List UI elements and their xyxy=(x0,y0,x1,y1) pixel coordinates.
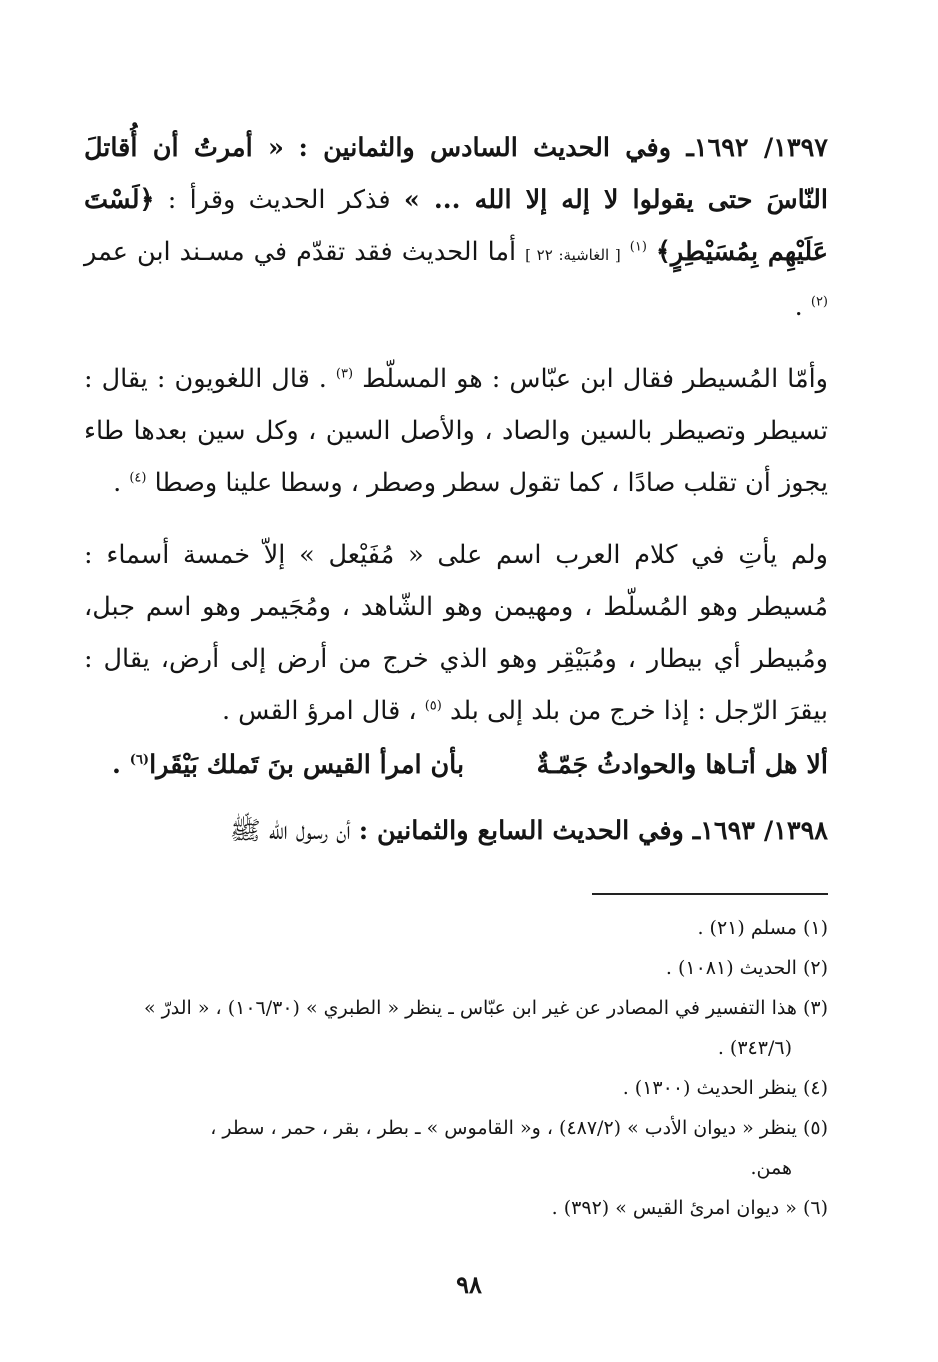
footnote-marker: (١) xyxy=(629,239,647,255)
footnote-number: (٤) xyxy=(802,1077,828,1099)
footnote-marker: (٥) xyxy=(424,698,442,714)
hadith-quote: « أمرتُ أن أُقاتلَ النّاسَ حتى يقولوا لا إله إلا الله ... » xyxy=(84,133,828,215)
body-text: وأمّا المُسيطر فقال ابن عبّاس : هو المسلّط xyxy=(362,364,828,394)
hadith-1397-paragraph xyxy=(84,122,828,333)
hadith-intro: ـ وفي الحديث السابع والثمانين : xyxy=(358,816,701,846)
hadith-intro: ـ وفي الحديث السادس والثمانين : xyxy=(298,133,694,163)
quran-reference: [ الغاشية: ٢٢ ] xyxy=(525,246,621,264)
body-text: فذكر الحديث وقرأ : xyxy=(167,185,391,215)
footnote-2 xyxy=(84,948,828,988)
body-text: أن رسول الله ﷺ xyxy=(229,816,351,846)
footnote-3 xyxy=(84,988,828,1068)
footnote-number: (٥) xyxy=(802,1117,828,1139)
footnote-text: هذا التفسير في المصادر عن غير ابن عبّاس ـ ينظر « الطبري » (١٠٦/٣٠) ، « الدرّ » xyxy=(143,997,797,1019)
footnote-6 xyxy=(84,1188,828,1228)
poem-verse xyxy=(84,739,828,791)
mufayil-paragraph xyxy=(84,529,828,737)
poem-hemistich-1: ألا هل أتـاها والحوادثُ جَمّـةٌ xyxy=(536,750,828,780)
footnote-marker: (٣) xyxy=(335,366,354,382)
main-text xyxy=(84,122,828,857)
body-text: أما الحديث فقد تقدّم في مسـند ابن عمر xyxy=(84,237,517,267)
footnote-number: (٣) xyxy=(802,997,828,1019)
footnote-marker: (٦) xyxy=(129,752,150,768)
footnote-text: الحديث (١٠٨١) . xyxy=(665,957,797,979)
hadith-number: ١٣٩٧/ ١٦٩٢ xyxy=(693,133,829,163)
footnote-number: (١) xyxy=(802,917,828,939)
quran-verse: ﴿لَسْتَ عَلَيْهِم بِمُسَيْطِرٍ﴾ xyxy=(84,185,828,267)
footnotes xyxy=(84,908,828,1228)
footnote-continuation: (٣٤٣/٦) . xyxy=(717,1037,792,1059)
footnote-5 xyxy=(84,1108,828,1188)
hadith-number: ١٣٩٨/ ١٦٩٣ xyxy=(700,816,828,846)
footnote-text: ينظر الحديث (١٣٠٠) . xyxy=(622,1077,797,1099)
body-text: . قال اللغويون : يقال : تسيطر وتصيطر بالسين والصاد ، والأصل السين ، وكل سين بعدها طاء يجوز أن تقلب صادًا ، كما تقول سطر وصطر ، وسطا علينا وصطا xyxy=(84,364,828,498)
body-text: . xyxy=(794,292,803,322)
footnote-text: « ديوان امرئ القيس » (٣٩٢) . xyxy=(551,1197,797,1219)
footnote-marker: (٢) xyxy=(810,294,828,310)
footnote-4 xyxy=(84,1068,828,1108)
hadith-1398-paragraph xyxy=(84,805,828,857)
poem-hemistich-2: بأن امرأ القيس بنَ تَملك بَيْقَرا xyxy=(149,750,465,780)
footnote-number: (٦) xyxy=(802,1197,828,1219)
body-text: ، قال امرؤ القس . xyxy=(221,696,417,726)
page-number: ٩٨ xyxy=(456,1270,482,1299)
footnote-1 xyxy=(84,908,828,948)
footnote-text: ينظر « ديوان الأدب » (٤٨٧/٢) ، و« القاموس » ـ بطر ، بقر ، حمر ، سطر ، xyxy=(210,1117,797,1139)
musaytir-paragraph xyxy=(84,353,828,509)
footnote-divider xyxy=(592,893,828,895)
footnote-number: (٢) xyxy=(802,957,828,979)
poem-end: . xyxy=(112,750,121,780)
body-text: ولم يأتِ في كلام العرب اسم على « مُفَيْعل » إلاّ خمسة أسماء : مُسيطر وهو المُسلّط ، ومهيمن وهو الشّاهد ، ومُجَيمر وهو اسم جبل، ومُبيطر أي بيطار ، ومُبَيْقِر وهو الذي خرج من أرض إلى أرض، يقال : بيقرَ الرّجل : إذا خرج من بلد إلى بلد xyxy=(84,540,828,726)
footnote-marker: (٤) xyxy=(129,470,147,486)
footnote-continuation: همن. xyxy=(750,1157,792,1179)
footnote-text: مسلم (٢١) . xyxy=(697,917,797,939)
body-text: . xyxy=(113,468,122,498)
poem-hemistich-2-wrap xyxy=(112,739,464,791)
